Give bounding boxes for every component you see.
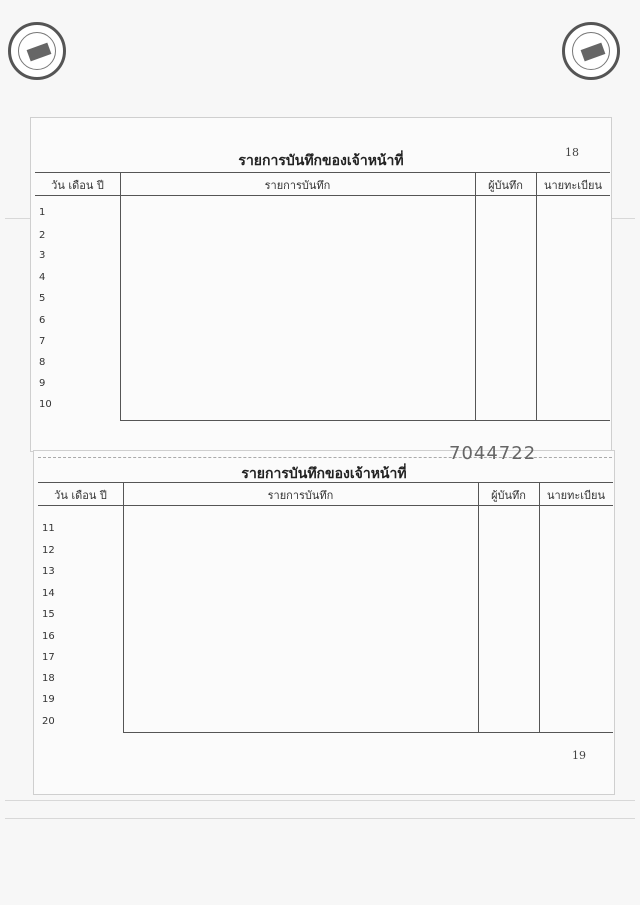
row-number: 12 xyxy=(42,545,55,556)
header-entry: รายการบันทึก xyxy=(267,489,334,502)
row-number: 1 xyxy=(39,207,46,218)
column-divider xyxy=(536,172,537,421)
row-number: 11 xyxy=(42,523,55,534)
records-table xyxy=(38,482,613,733)
table-bottom-border xyxy=(123,732,613,733)
column-divider xyxy=(123,482,124,733)
scan-line xyxy=(5,818,635,819)
row-number: 5 xyxy=(39,293,46,304)
page-number: 19 xyxy=(572,749,586,762)
row-number: 3 xyxy=(39,250,46,261)
record-page-top xyxy=(30,117,612,452)
header-recorder: ผู้บันทึก xyxy=(488,179,523,192)
row-number: 16 xyxy=(42,631,55,642)
serial-number: 7044722 xyxy=(449,443,537,464)
pdf-xchange-stamp-icon[interactable] xyxy=(8,22,66,80)
records-table xyxy=(35,172,610,421)
header-registrar: นายทะเบียน xyxy=(546,489,605,502)
row-number: 18 xyxy=(42,673,55,684)
page-title: รายการบันทึกของเจ้าหน้าที่ xyxy=(241,466,407,482)
page-number: 18 xyxy=(565,146,579,159)
row-number: 17 xyxy=(42,652,55,663)
row-number: 8 xyxy=(39,357,46,368)
scan-line xyxy=(5,800,635,801)
table-header xyxy=(35,172,610,196)
row-number: 15 xyxy=(42,609,55,620)
page-title: รายการบันทึกของเจ้าหน้าที่ xyxy=(238,153,404,169)
column-divider xyxy=(120,172,121,421)
row-number: 7 xyxy=(39,336,46,347)
row-number: 2 xyxy=(39,230,46,241)
record-page-bottom xyxy=(33,443,615,795)
table-bottom-border xyxy=(120,420,610,421)
row-number: 19 xyxy=(42,694,55,705)
row-number: 4 xyxy=(39,272,46,283)
header-date: วัน เดือน ปี xyxy=(51,179,104,192)
row-number: 20 xyxy=(42,716,55,727)
row-number: 10 xyxy=(39,399,52,410)
row-number: 9 xyxy=(39,378,46,389)
header-recorder: ผู้บันทึก xyxy=(491,489,526,502)
header-entry: รายการบันทึก xyxy=(264,179,331,192)
column-divider xyxy=(478,482,479,733)
row-number: 14 xyxy=(42,588,55,599)
table-header xyxy=(38,482,613,506)
pdf-xchange-stamp-icon[interactable] xyxy=(562,22,620,80)
header-date: วัน เดือน ปี xyxy=(54,489,107,502)
column-divider xyxy=(539,482,540,733)
row-number: 13 xyxy=(42,566,55,577)
row-number: 6 xyxy=(39,315,46,326)
header-registrar: นายทะเบียน xyxy=(543,179,602,192)
column-divider xyxy=(475,172,476,421)
